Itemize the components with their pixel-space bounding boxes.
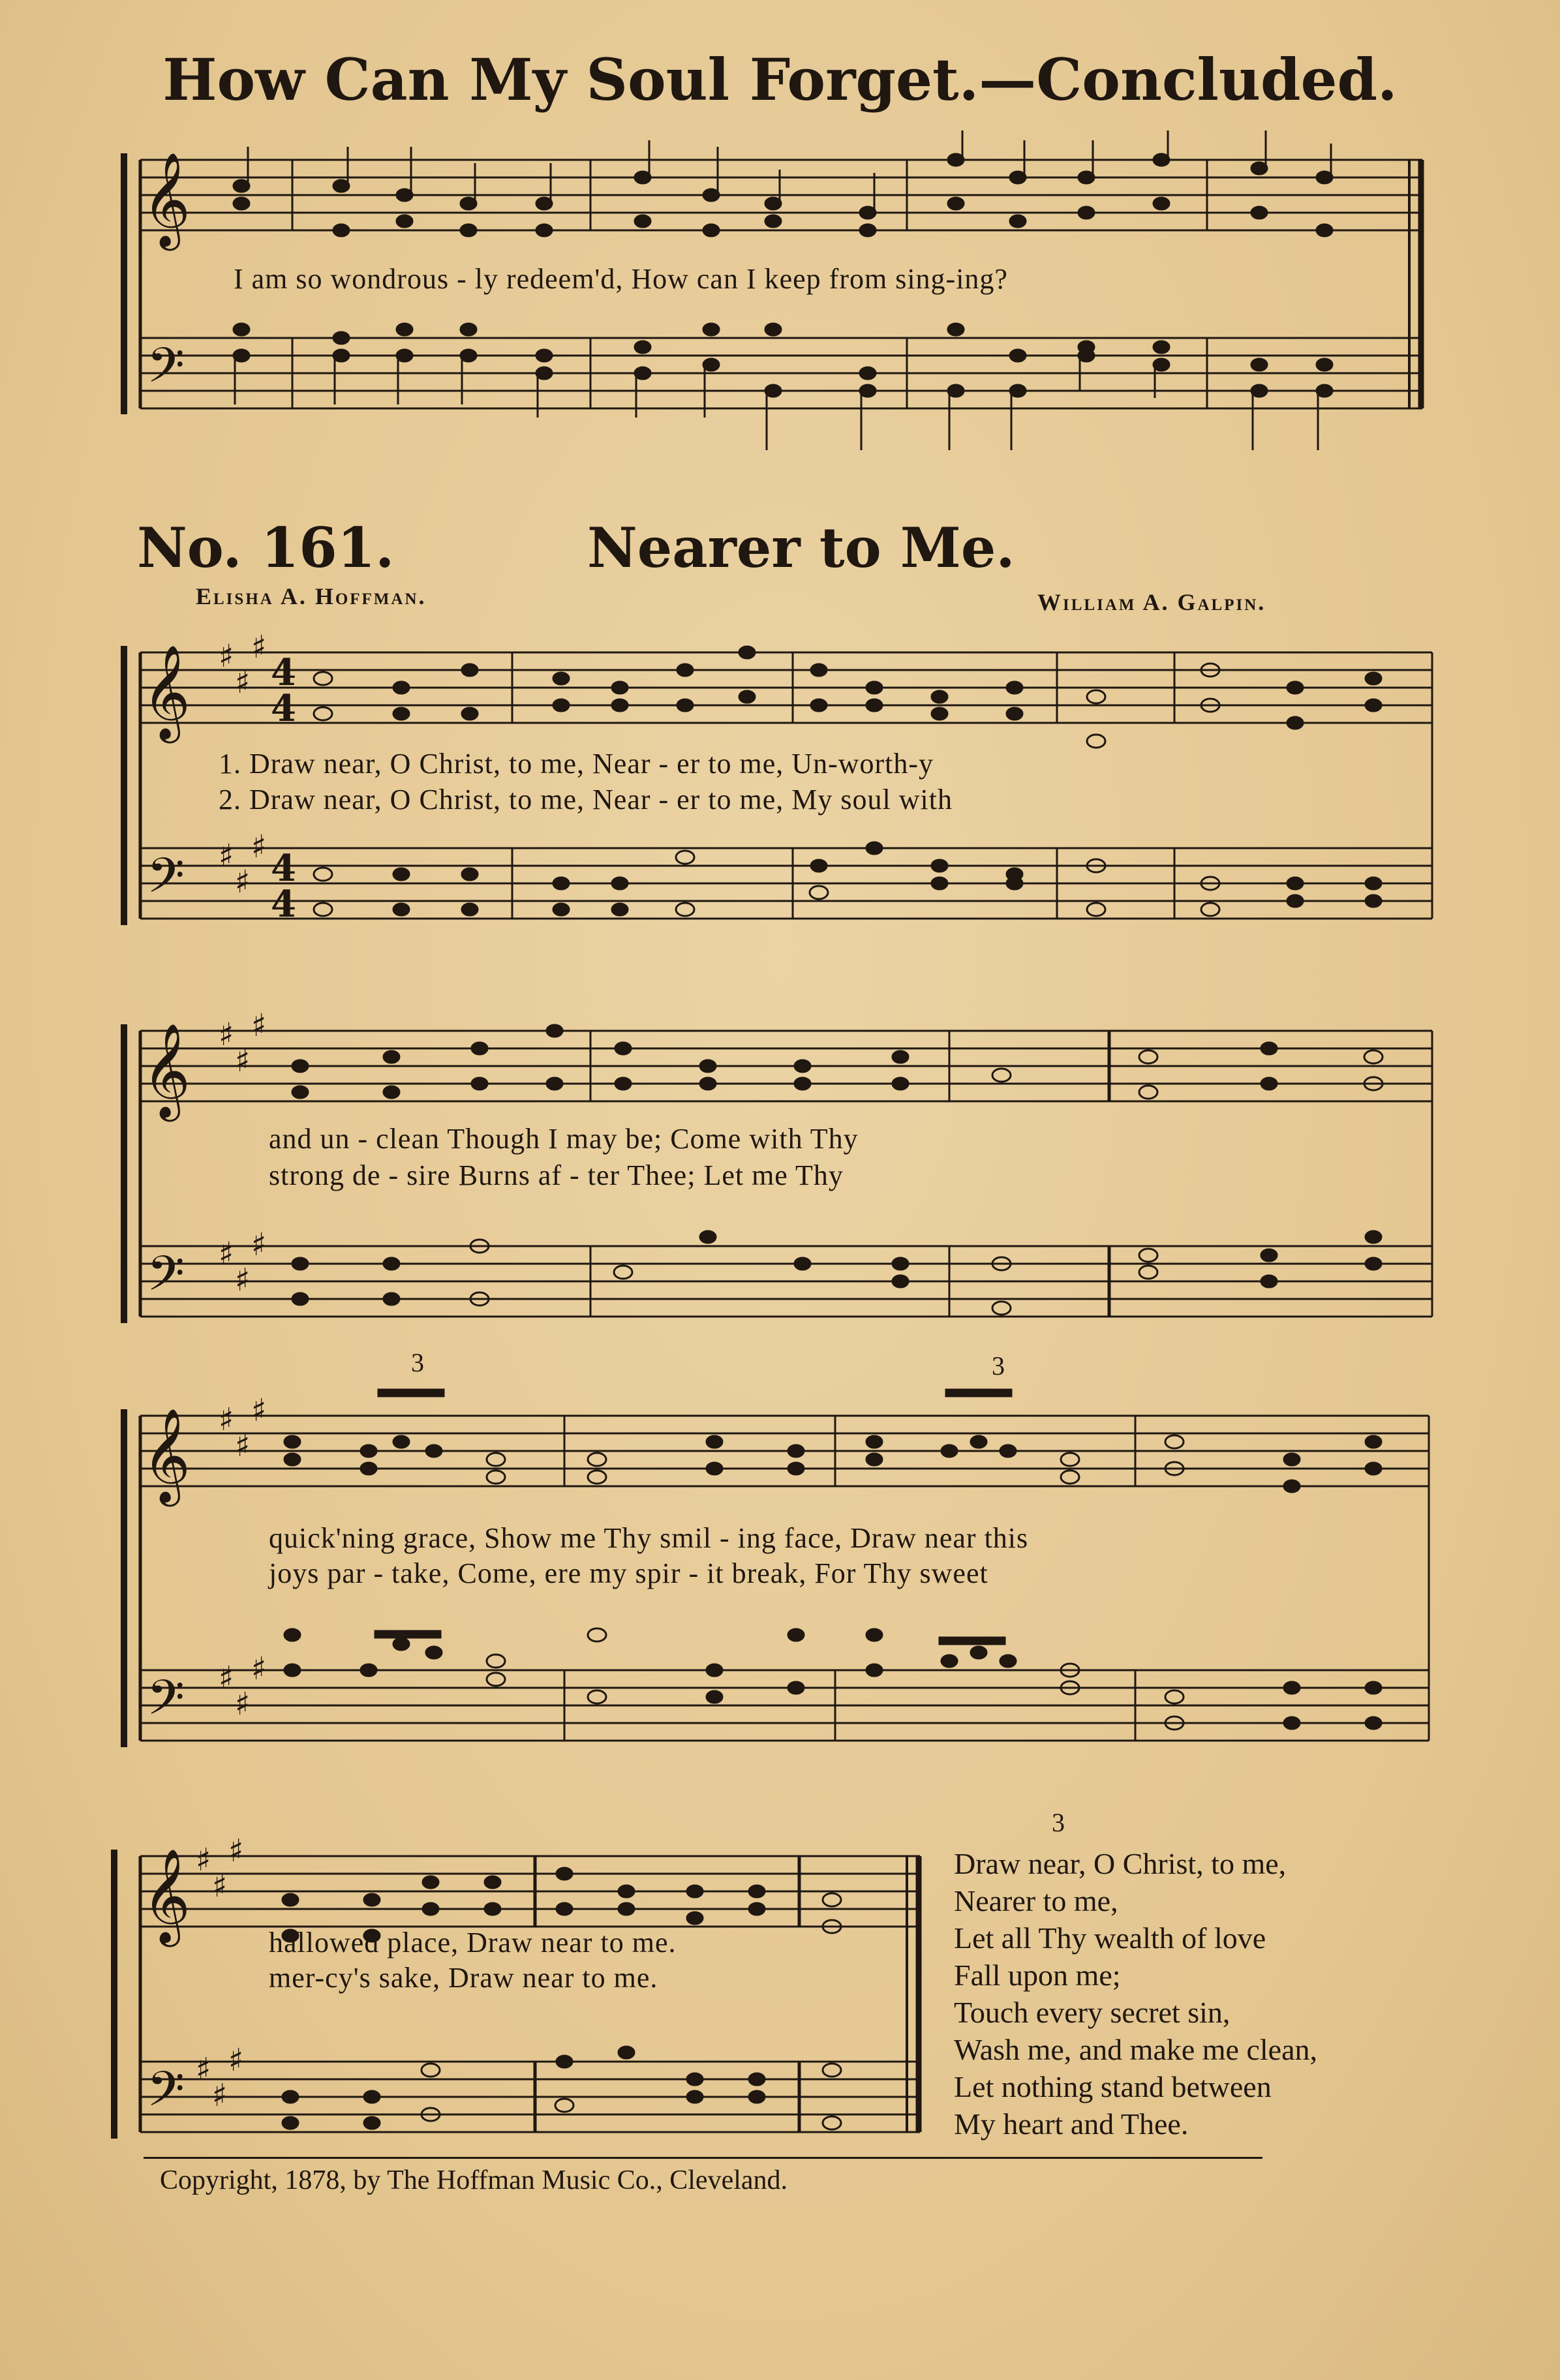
svg-text:♯: ♯	[251, 829, 267, 865]
svg-text:♯: ♯	[212, 1868, 228, 1904]
music-system-4	[0, 1788, 940, 2153]
svg-text:♯: ♯	[219, 838, 234, 874]
verse-3-line: Fall upon me;	[954, 1959, 1121, 1992]
svg-text:♯: ♯	[235, 1262, 251, 1298]
page-title: How Can My Soul Forget.—Concluded.	[162, 46, 1398, 114]
verse-3-line: My heart and Thee.	[954, 2107, 1189, 2141]
svg-text:𝄞: 𝄞	[142, 152, 191, 247]
svg-text:4: 4	[271, 883, 296, 926]
copyright-notice: Copyright, 1878, by The Hoffman Music Co., Cleveland.	[160, 2165, 788, 2195]
verse-3-number: 3	[1052, 1808, 1065, 1837]
svg-text:♯: ♯	[219, 1016, 234, 1053]
svg-text:𝄢: 𝄢	[147, 1245, 185, 1314]
svg-text:♯: ♯	[235, 1427, 251, 1464]
svg-text:𝄢: 𝄢	[147, 337, 185, 406]
svg-text:♯: ♯	[235, 664, 251, 701]
svg-text:♯: ♯	[235, 1686, 251, 1722]
svg-text:♯: ♯	[219, 1401, 234, 1438]
svg-text:𝄞: 𝄞	[142, 645, 191, 739]
verse-3-line: Touch every secret sin,	[954, 1996, 1231, 2029]
svg-text:♯: ♯	[212, 2077, 228, 2114]
verse-3-line: Draw near, O Christ, to me,	[954, 1847, 1287, 1880]
svg-text:♯: ♯	[219, 1236, 234, 1272]
verse-3-line: Nearer to me,	[954, 1884, 1118, 1917]
svg-text:♯: ♯	[219, 638, 234, 675]
svg-text:4: 4	[271, 687, 296, 730]
lyric-line-1-verse-1: 1. Draw near, O Christ, to me, Near - er to me, Un-worth-y	[219, 748, 934, 780]
verse-3-block	[954, 1804, 1317, 2143]
svg-text:4: 4	[271, 847, 296, 890]
footer-rule	[144, 2157, 1262, 2159]
lyric-line-3-verse-2: joys par - take, Come, ere my spir - it break, For Thy sweet	[269, 1557, 988, 1589]
svg-text:𝄞: 𝄞	[142, 1848, 191, 1943]
hymn-title: Nearer to Me.	[587, 515, 1015, 580]
svg-text:♯: ♯	[251, 1227, 267, 1263]
music-system-previous	[0, 0, 1560, 470]
svg-text:♯: ♯	[228, 1833, 244, 1869]
verse-3-line: Let nothing stand between	[954, 2070, 1272, 2103]
svg-text:𝄞: 𝄞	[142, 1023, 191, 1118]
lyric-line-4-verse-2: mer-cy's sake, Draw near to me.	[269, 1962, 658, 1994]
author-credit: Elisha A. Hoffman.	[196, 583, 427, 609]
lyric-line-2-verse-2: strong de - sire Burns af - ter Thee; Let me Thy	[269, 1159, 844, 1191]
svg-text:♯: ♯	[251, 1007, 267, 1044]
svg-text:𝄢: 𝄢	[147, 1670, 185, 1738]
grand-staff-previous	[0, 0, 1560, 470]
svg-text:4: 4	[271, 651, 296, 694]
svg-text:♯: ♯	[251, 1651, 267, 1687]
lyric-line-3-verse-1: quick'ning grace, Show me Thy smil - ing face, Draw near this	[269, 1522, 1029, 1554]
svg-text:♯: ♯	[235, 864, 251, 900]
svg-text:♯: ♯	[219, 1660, 234, 1696]
music-system-1	[0, 626, 1560, 966]
svg-text:♯: ♯	[196, 2051, 211, 2088]
lyric-line-4-verse-1: hallowed place, Draw near to me.	[269, 1927, 677, 1959]
svg-text:♯: ♯	[228, 2042, 244, 2079]
svg-text:♯: ♯	[196, 1842, 211, 1878]
svg-text:𝄢: 𝄢	[147, 2061, 185, 2129]
music-system-2	[0, 1005, 1560, 1331]
verse-3-line: Wash me, and make me clean,	[954, 2033, 1318, 2066]
svg-text:♯: ♯	[251, 1392, 267, 1429]
lyric-line-2-verse-1: and un - clean Though I may be; Come with Thy	[269, 1123, 859, 1155]
svg-text:♯: ♯	[235, 1043, 251, 1079]
verse-3-line: Let all Thy wealth of love	[954, 1921, 1266, 1955]
svg-text:𝄞: 𝄞	[142, 1408, 191, 1503]
music-system-3	[0, 1344, 1560, 1762]
lyric-line-1-verse-2: 2. Draw near, O Christ, to me, Near - er to me, My soul with	[219, 784, 953, 816]
composer-credit: William A. Galpin.	[1037, 589, 1266, 615]
triplet-mark-2: 3	[992, 1351, 1005, 1381]
triplet-mark-1: 3	[411, 1348, 424, 1377]
svg-text:♯: ♯	[251, 629, 267, 665]
svg-text:𝄢: 𝄢	[147, 847, 185, 916]
hymn-number: No. 161.	[137, 515, 395, 580]
lyric-line-previous: I am so wondrous - ly redeem'd, How can I keep from sing-ing?	[234, 263, 1008, 295]
